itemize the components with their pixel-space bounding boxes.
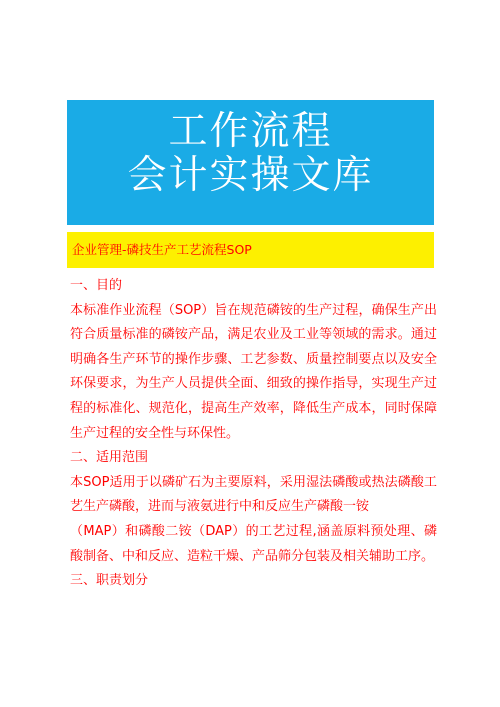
banner-title-line-1: 工作流程: [168, 109, 333, 154]
title-banner: [67, 100, 434, 225]
document-subtitle: 企业管理-磷技生产工艺流程SOP: [67, 232, 434, 268]
banner-title-line-2: 会计实操文库: [127, 153, 374, 198]
paragraph-scope-2: （MAP）和磷酸二铵（DAP）的工艺过程,涵盖原料预处理、磷酸制备、中和反应、造粒干燥、产品筛分包装及相关辅助工序。: [70, 523, 437, 564]
paragraph-purpose: 本标准作业流程（SOP）旨在规范磷铵的生产过程，确保生产出符合质量标准的磷铵产品，满足农业及工业等领域的需求。通过明确各生产环节的操作步骤、工艺参数、质量控制要点以及安全环保要求，为生产人员提供全面、细致的操作指导，实现生产过程的标准化、规范化，提高生产效率，降低生产成本，同时保障生产过程的安全性与环保性。: [70, 302, 437, 441]
document-body: [70, 274, 437, 594]
section-heading-scope: 二、适用范围: [70, 450, 149, 466]
section-heading-purpose: 一、目的: [70, 278, 123, 293]
section-heading-responsibilities: 三、职责划分: [70, 573, 149, 589]
paragraph-scope-1: 本SOP适用于以磷矿石为主要原料，采用湿法磷酸或热法磷酸工艺生产磷酸，进而与液氨进行中和反应生产磷酸一铵: [70, 474, 437, 515]
